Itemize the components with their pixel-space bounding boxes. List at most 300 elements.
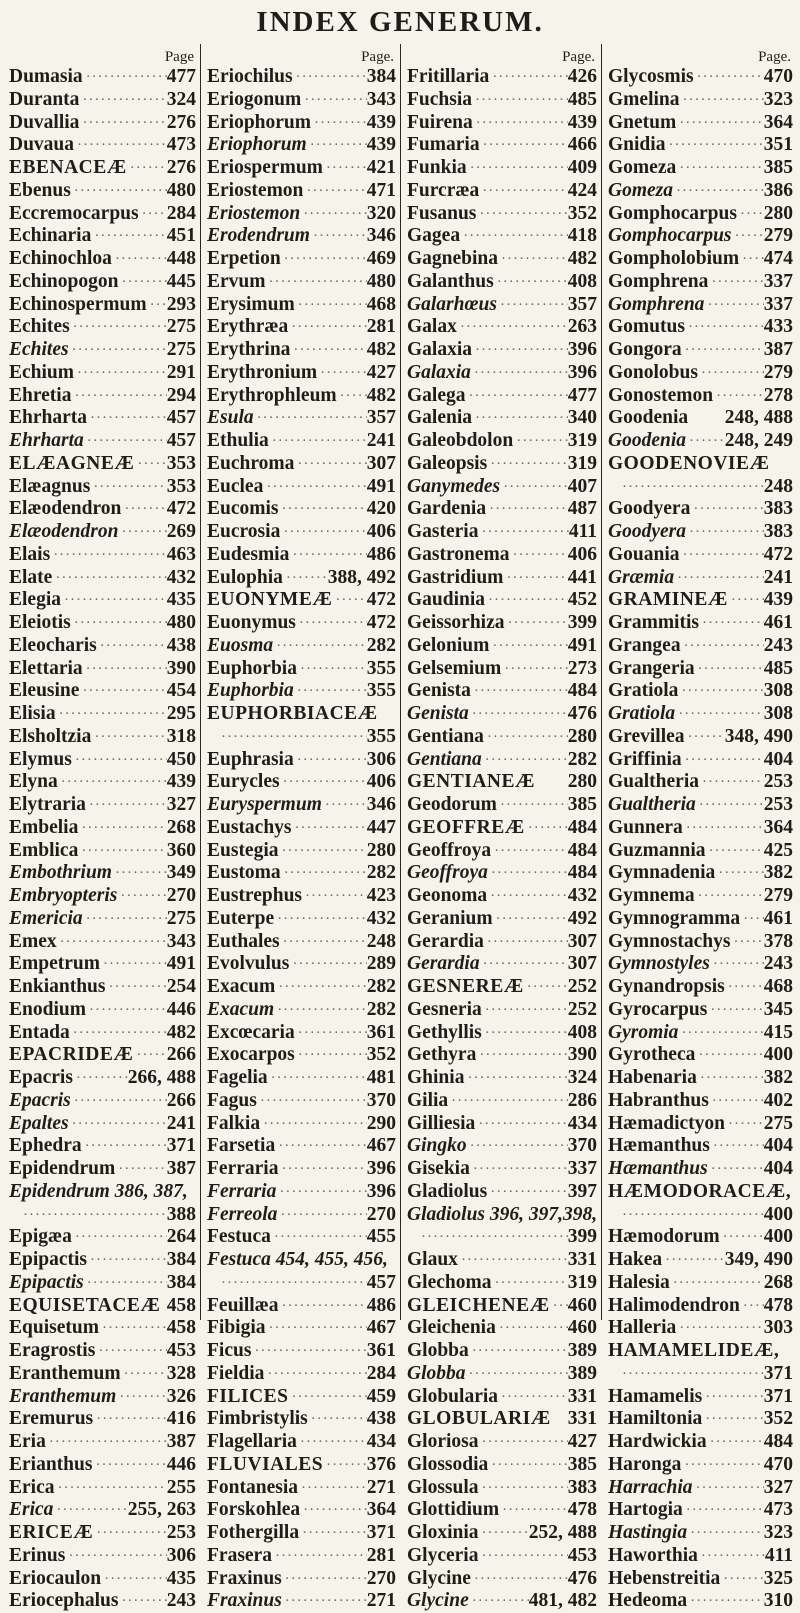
dot-leader <box>479 1477 568 1500</box>
dot-leader <box>71 180 167 203</box>
entry-genus-name: Grammitis <box>608 612 699 633</box>
entry-genus-name: Echites <box>9 339 69 360</box>
entry-genus-name: Glyceria <box>407 1544 479 1566</box>
dot-leader <box>676 112 764 135</box>
entry-page-number: 253 <box>763 794 793 815</box>
index-entry <box>608 1044 793 1067</box>
entry-page-number: 485 <box>763 657 793 679</box>
dot-leader <box>737 203 764 226</box>
entry-page-number: 280 <box>763 202 793 224</box>
index-entry <box>608 498 793 521</box>
entry-page-number: 482 <box>366 384 396 406</box>
index-entry <box>9 1249 196 1272</box>
index-entry <box>207 1545 396 1568</box>
dot-leader <box>457 316 568 339</box>
entry-page-number: 378 <box>763 930 793 952</box>
index-entry <box>9 862 196 885</box>
entry-page-number: 352 <box>567 202 597 224</box>
entry-genus-name: Gethyllis <box>407 1021 482 1043</box>
entry-page-number: 279 <box>763 885 793 906</box>
entry-page-number: 343 <box>166 930 196 952</box>
dot-leader <box>494 271 568 294</box>
index-entry <box>608 1090 793 1113</box>
entry-genus-name: Glechoma <box>407 1271 492 1293</box>
dot-leader <box>280 521 366 544</box>
dot-leader <box>698 362 764 385</box>
entry-genus-name: Glaux <box>407 1249 458 1270</box>
dot-leader <box>307 134 367 157</box>
entry-page-number: 268 <box>763 1271 793 1293</box>
entry-genus-name: Evolvulus <box>207 953 290 975</box>
index-entry <box>9 1545 196 1568</box>
dot-leader <box>70 316 167 339</box>
entry-genus-name: Habranthus <box>608 1089 709 1111</box>
index-entry <box>207 385 396 408</box>
entry-genus-name: Eranthemum <box>9 1385 117 1407</box>
dot-leader <box>277 1204 366 1227</box>
entry-genus-name: Gagea <box>407 225 461 247</box>
index-entry <box>608 1317 793 1340</box>
entry-page-number: 310 <box>763 1590 793 1612</box>
entry-genus-name: Gompholobium <box>608 248 740 269</box>
dot-leader <box>681 1454 763 1477</box>
entry-genus-name: Gyromia <box>608 1021 679 1043</box>
index-entry <box>407 1204 597 1227</box>
entry-page-number: 349 <box>166 862 196 884</box>
entry-page-number: 248, 249 <box>724 430 793 451</box>
index-entry <box>608 476 793 499</box>
entry-page-number: 476 <box>567 703 597 724</box>
entry-genus-name: Ethulia <box>207 430 269 451</box>
entry-genus-name: Eurycles <box>207 771 280 793</box>
index-entry <box>407 225 597 248</box>
dot-leader <box>101 1568 167 1591</box>
entry-genus-name: Gnidia <box>608 134 666 156</box>
entry-genus-name: Glossula <box>407 1476 479 1498</box>
entry-genus-name: Fieldia <box>207 1362 265 1384</box>
dot-leader <box>78 817 166 840</box>
dot-leader <box>740 1295 764 1318</box>
index-entry <box>207 316 396 339</box>
dot-leader <box>288 316 367 339</box>
entry-genus-name: EUONYMEÆ <box>207 589 333 611</box>
entry-page-number: 383 <box>763 498 793 520</box>
entry-genus-name: HÆMODORACEÆ, <box>608 1180 792 1202</box>
index-entry <box>207 567 396 590</box>
index-entry <box>608 1386 793 1409</box>
entry-page-number: 337 <box>763 293 793 315</box>
entry-genus-name: Griffinia <box>608 748 682 770</box>
entry-page-number: 400 <box>763 1044 793 1066</box>
entry-genus-name: Harrachia <box>608 1476 693 1498</box>
index-entry <box>207 976 396 999</box>
entry-page-number: 492 <box>567 907 597 929</box>
dot-leader <box>260 1113 367 1136</box>
entry-genus-name: Gouania <box>608 543 680 565</box>
index-entry <box>207 89 396 112</box>
entry-genus-name: Empetrum <box>9 953 100 975</box>
entry-genus-name: Epidendrum 386, 387, <box>9 1180 188 1202</box>
entry-page-number: 282 <box>366 976 396 997</box>
entry-page-number: 295 <box>166 703 196 724</box>
entry-genus-name: Gomphocarpus <box>608 225 732 247</box>
entry-genus-name: Eriophorum <box>207 111 312 133</box>
index-entry <box>608 817 793 840</box>
entry-genus-name: Gymnostyles <box>608 953 710 975</box>
index-entry <box>407 1181 597 1204</box>
dot-leader <box>498 248 568 271</box>
entry-page-number: 319 <box>567 452 597 474</box>
entry-page-number: 487 <box>567 498 597 520</box>
entry-genus-name: ERICEÆ <box>9 1522 94 1543</box>
entry-genus-name: EPACRIDEÆ <box>9 1044 134 1066</box>
entry-page-number: 451 <box>166 225 196 247</box>
index-entry <box>608 953 793 976</box>
entry-genus-name: Erica <box>9 1499 54 1521</box>
index-entry <box>608 339 793 362</box>
entry-page-number: 386 <box>763 179 793 201</box>
entry-page-number: 467 <box>366 1135 396 1157</box>
dot-leader <box>118 521 166 544</box>
entry-genus-name: Elymus <box>9 748 72 770</box>
index-entry <box>407 1545 597 1568</box>
entry-page-number: 355 <box>366 680 396 702</box>
entry-genus-name: Globularia <box>407 1385 499 1407</box>
index-entry <box>608 976 793 999</box>
entry-page-number: 371 <box>366 1522 396 1543</box>
entry-page-number: 432 <box>567 885 597 906</box>
dot-leader <box>90 476 166 499</box>
entry-genus-name: Fibigia <box>207 1317 266 1339</box>
entry-page-number: 432 <box>366 907 396 929</box>
dot-leader <box>485 589 568 612</box>
entry-genus-name: Fuirena <box>407 111 473 133</box>
entry-page-number: 482 <box>366 339 396 360</box>
index-entry <box>9 521 196 544</box>
index-entry <box>207 635 396 658</box>
entry-page-number: 434 <box>567 1112 597 1134</box>
dot-leader <box>505 612 568 635</box>
dot-leader <box>276 1181 366 1204</box>
dot-leader <box>296 612 367 635</box>
index-entry <box>9 635 196 658</box>
entry-page-number: 411 <box>764 1544 793 1566</box>
entry-page-number: 457 <box>166 407 196 429</box>
index-entry <box>407 567 597 590</box>
entry-genus-name: Grangea <box>608 634 681 656</box>
entry-genus-name: Elate <box>9 566 53 588</box>
entry-page-number: 279 <box>763 361 793 383</box>
entry-page-number: 320 <box>366 202 396 224</box>
index-entry <box>207 1022 396 1045</box>
entry-genus-name: Gymnadenia <box>608 862 716 884</box>
dot-leader <box>471 680 568 703</box>
dot-leader <box>97 635 167 658</box>
entry-genus-name: Fagus <box>207 1089 257 1111</box>
entry-genus-name: Græmia <box>608 566 675 588</box>
index-entry <box>207 908 396 931</box>
index-entry <box>207 1499 396 1522</box>
entry-page-number: 361 <box>366 1340 396 1361</box>
index-entry <box>9 567 196 590</box>
index-column-1 <box>3 44 201 1612</box>
dot-leader <box>127 157 167 180</box>
entry-genus-name: Hedeoma <box>608 1590 688 1612</box>
entry-genus-name: Gomeza <box>608 157 677 178</box>
entry-genus-name: Euthales <box>207 930 280 952</box>
index-entry <box>608 1135 793 1158</box>
index-entry <box>407 726 597 749</box>
dot-leader <box>297 658 367 681</box>
entry-page-number: 486 <box>366 1294 396 1316</box>
entry-page-number: 396 <box>567 339 597 360</box>
entry-genus-name: Eccremocarpus <box>9 202 139 224</box>
index-entry <box>207 476 396 499</box>
entry-page-number: 241 <box>366 430 396 451</box>
dot-leader <box>472 407 568 430</box>
index-entry <box>9 1590 196 1613</box>
entry-genus-name: Ferraria <box>207 1180 277 1202</box>
entry-genus-name: Globba <box>407 1362 466 1384</box>
index-entry <box>407 1317 597 1340</box>
entry-genus-name: Glycine <box>407 1567 471 1589</box>
index-entry <box>407 817 597 840</box>
dot-leader <box>732 225 764 248</box>
entry-page-number: 357 <box>567 293 597 315</box>
index-entry <box>608 1022 793 1045</box>
dot-leader <box>79 112 166 135</box>
dot-leader <box>690 498 763 521</box>
index-entry <box>608 66 793 89</box>
index-entry <box>608 1067 793 1090</box>
entry-page-number: 264 <box>166 1226 196 1248</box>
dot-leader <box>282 1568 367 1591</box>
entry-page-number: 331 <box>567 1249 597 1270</box>
entry-genus-name: Enodium <box>9 998 86 1020</box>
entry-page-number: 352 <box>763 1408 793 1430</box>
index-entry <box>9 885 196 908</box>
entry-page-number: 364 <box>366 1499 396 1521</box>
entry-genus-name: Elsholtzia <box>9 725 92 747</box>
entry-page-number: 439 <box>166 771 196 793</box>
entry-genus-name: Euchroma <box>207 452 295 474</box>
index-entry <box>608 908 793 931</box>
dot-leader <box>91 225 166 248</box>
entry-page-number: 453 <box>166 1340 196 1361</box>
index-entry <box>407 1135 597 1158</box>
dot-leader <box>300 203 367 226</box>
index-entry <box>207 453 396 476</box>
dot-leader <box>82 1135 167 1158</box>
entry-page-number: 318 <box>166 725 196 747</box>
index-entry <box>207 862 396 885</box>
entry-page-number: 276 <box>166 157 196 178</box>
entry-page-number: 353 <box>166 452 196 474</box>
index-entry <box>9 157 196 180</box>
dot-leader <box>83 658 167 681</box>
entry-genus-name: Hastingia <box>608 1522 688 1543</box>
entry-genus-name: Halimodendron <box>608 1294 740 1316</box>
entry-genus-name: Fuchsia <box>407 88 473 110</box>
dot-leader <box>93 1522 166 1545</box>
entry-genus-name: Euosma <box>207 634 274 656</box>
entry-genus-name: Gisekia <box>407 1158 470 1179</box>
dot-leader <box>293 66 367 89</box>
entry-page-number: 482 <box>166 1021 196 1043</box>
entry-genus-name: Elais <box>9 543 51 565</box>
entry-genus-name: Eriostemon <box>207 202 301 224</box>
index-entry <box>9 294 196 317</box>
entry-genus-name: Gastridium <box>407 566 504 588</box>
entry-genus-name: Fagelia <box>207 1067 268 1088</box>
entry-genus-name: Epigæa <box>9 1226 72 1248</box>
entry-genus-name: Gongora <box>608 339 682 360</box>
entry-page-number: 357 <box>366 407 396 429</box>
index-entry <box>608 703 793 726</box>
index-entry <box>407 1158 597 1181</box>
dot-leader <box>72 1226 167 1249</box>
entry-genus-name: Gloxinia <box>407 1522 479 1543</box>
entry-genus-name: Gentiana <box>407 748 482 770</box>
entry-genus-name: Elytraria <box>9 794 86 815</box>
index-entry <box>407 453 597 476</box>
index-entry <box>608 1477 793 1500</box>
dot-leader <box>470 1158 568 1181</box>
entry-genus-name: ELÆAGNEÆ <box>9 452 135 474</box>
dot-leader <box>271 1226 367 1249</box>
dot-leader <box>295 1044 367 1067</box>
dot-leader <box>52 567 166 590</box>
entry-genus-name: Elæagnus <box>9 475 91 497</box>
dot-leader <box>524 976 568 999</box>
entry-page-number: 355 <box>366 725 396 747</box>
entry-genus-name: Geoffroya <box>407 862 488 884</box>
dot-leader <box>471 1568 568 1591</box>
index-entry <box>608 430 793 453</box>
index-entry <box>207 1158 396 1181</box>
dot-leader <box>464 1067 567 1090</box>
dot-leader <box>73 1067 128 1090</box>
entry-page-number: 248 <box>366 930 396 952</box>
entry-genus-name: Euphorbia <box>207 657 297 679</box>
entry-page-number: 476 <box>567 1567 597 1589</box>
dot-leader <box>93 1408 167 1431</box>
index-entry <box>608 1295 793 1318</box>
index-entry <box>9 134 196 157</box>
index-entry <box>207 840 396 863</box>
index-entry <box>608 862 793 885</box>
entry-genus-name: Epipactis <box>9 1271 84 1293</box>
dot-leader <box>294 453 366 476</box>
index-entry <box>608 112 793 135</box>
entry-page-number: 486 <box>366 543 396 565</box>
entry-page-number: 389 <box>567 1340 597 1361</box>
entry-page-number: 427 <box>567 1431 597 1452</box>
index-entry <box>9 1022 196 1045</box>
entry-genus-name: Geoffroya <box>407 839 492 861</box>
entry-genus-name: Eustachys <box>207 816 292 838</box>
entry-page-number: 448 <box>166 248 196 269</box>
entry-genus-name: Fontanesia <box>207 1476 299 1498</box>
index-entry <box>9 1386 196 1409</box>
dot-leader <box>147 294 167 317</box>
entry-page-number: 474 <box>763 248 793 269</box>
entry-page-number: 254 <box>166 976 196 997</box>
entry-page-number: 450 <box>166 748 196 770</box>
dot-leader <box>134 453 166 476</box>
index-entry <box>407 1454 597 1477</box>
dot-leader <box>72 749 167 772</box>
dot-leader <box>479 180 568 203</box>
entry-page-number: 439 <box>763 589 793 611</box>
entry-genus-name: Elæodendron <box>9 498 122 520</box>
entry-genus-name: Eleiotis <box>9 612 71 633</box>
index-entry <box>407 339 597 362</box>
dot-leader <box>728 589 764 612</box>
entry-page-number: 484 <box>567 816 597 838</box>
dot-leader <box>295 294 367 317</box>
entry-genus-name: Gyrotheca <box>608 1044 696 1066</box>
dot-leader <box>676 1317 764 1340</box>
entry-genus-name: EBENACEÆ <box>9 157 127 178</box>
dot-leader <box>699 771 764 794</box>
entry-page-number: 275 <box>166 339 196 360</box>
dot-leader <box>479 1522 529 1545</box>
index-entry <box>207 1340 396 1363</box>
index-entry <box>608 749 793 772</box>
index-entry <box>407 680 597 703</box>
entry-page-number: 280 <box>567 725 597 747</box>
dot-leader <box>497 294 568 317</box>
index-entry <box>9 430 196 453</box>
dot-leader <box>302 885 367 908</box>
dot-leader <box>294 680 367 703</box>
entry-genus-name: Halesia <box>608 1271 670 1293</box>
entry-page-number: 409 <box>567 157 597 178</box>
entry-genus-name: Gnetum <box>608 111 677 133</box>
index-entry <box>608 1408 793 1431</box>
entry-page-number: 491 <box>166 953 196 975</box>
entry-page-number: 255, 263 <box>127 1499 196 1521</box>
index-entry <box>207 1454 396 1477</box>
entry-page-number: 243 <box>763 634 793 656</box>
dot-leader <box>263 476 366 499</box>
entry-page-number: 241 <box>166 1112 196 1134</box>
entry-genus-name: Gerardia <box>407 953 480 975</box>
entry-page-number: 327 <box>763 1476 793 1498</box>
entry-genus-name: Frasera <box>207 1544 272 1566</box>
entry-page-number: 331 <box>567 1408 597 1430</box>
entry-page-number: 252 <box>567 998 597 1020</box>
column-page-header: Page. <box>758 49 791 65</box>
entry-genus-name: Hamiltonia <box>608 1408 703 1430</box>
dot-leader <box>676 157 764 180</box>
entry-genus-name: Eleusine <box>9 680 80 702</box>
index-entry <box>9 180 196 203</box>
entry-genus-name: Gualtheria <box>608 794 696 815</box>
entry-genus-name: Erinus <box>9 1544 66 1566</box>
entry-page-number: 371 <box>763 1385 793 1407</box>
dot-leader <box>472 89 568 112</box>
dot-leader <box>251 1340 366 1363</box>
entry-page-number: 438 <box>166 634 196 656</box>
entry-page-number: 361 <box>366 1021 396 1043</box>
entry-page-number: 284 <box>166 202 196 224</box>
index-entry <box>407 1408 597 1431</box>
entry-genus-name: Goodyera <box>608 521 686 542</box>
entry-page-number: 241 <box>763 566 793 588</box>
entry-page-number: 282 <box>366 998 396 1020</box>
